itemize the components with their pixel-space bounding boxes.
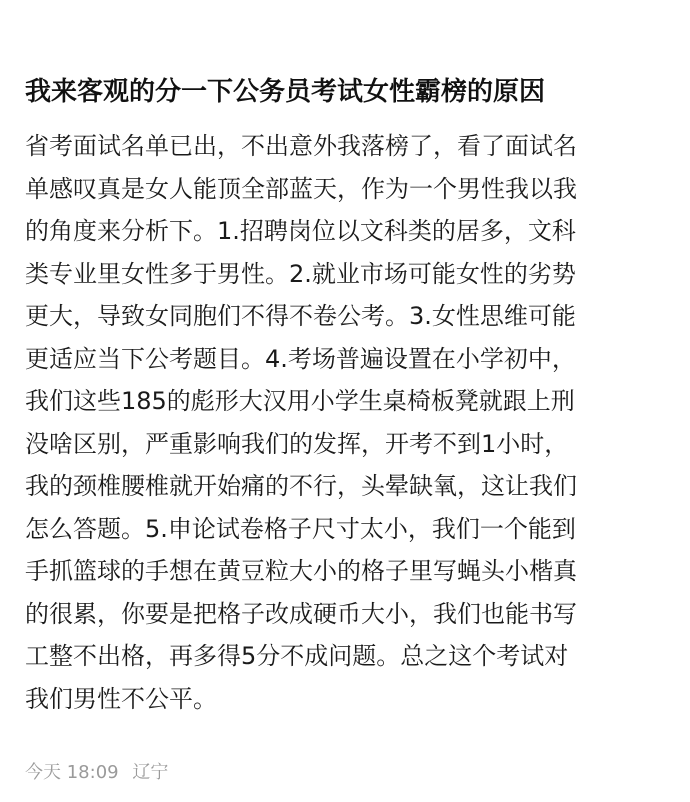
post-title: 我来客观的分一下公务员考试女性霸榜的原因: [25, 77, 546, 107]
post-body-line: 怎么答题。5.申论试卷格子尺寸太小，我们一个能到: [25, 514, 576, 543]
post-location: 辽宁: [132, 762, 169, 783]
post-body-line: 单感叹真是女人能顶全部蓝天，作为一个男性我以我: [25, 174, 577, 203]
post-body-line: 手抓篮球的手想在黄豆粒大小的格子里写蝇头小楷真: [25, 557, 577, 585]
post-body-line: 的很累，你要是把格子改成硬币大小，我们也能书写: [25, 599, 577, 628]
post-body-line: 我们男性不公平。: [25, 684, 217, 713]
post-body: [25, 125, 665, 720]
post-body-line: 我们这些185的彪形大汉用小学生桌椅板凳就跟上刑: [25, 387, 575, 415]
post-meta: [25, 758, 168, 788]
post-body-line: 省考面试名单已出，不出意外我落榜了，看了面试名: [25, 132, 577, 160]
post-body-line: 的角度来分析下。1.招聘岗位以文科类的居多，文科: [25, 217, 576, 245]
post-timestamp: 今天 18:09: [25, 762, 119, 783]
post-body-line: 类专业里女性多于男性。2.就业市场可能女性的劣势: [25, 259, 576, 288]
post-body-line: 更大，导致女同胞们不得不卷公考。3.女性思维可能: [25, 302, 576, 330]
post-body-line: 工整不出格，再多得5分不成问题。总之这个考试对: [25, 642, 569, 670]
post-body-line: 我的颈椎腰椎就开始痛的不行，头晕缺氧，这让我们: [25, 472, 577, 500]
post-body-line: 没啥区别，严重影响我们的发挥，开考不到1小时，: [25, 429, 569, 458]
post-body-line: 更适应当下公考题目。4.考场普遍设置在小学初中，: [25, 344, 576, 373]
